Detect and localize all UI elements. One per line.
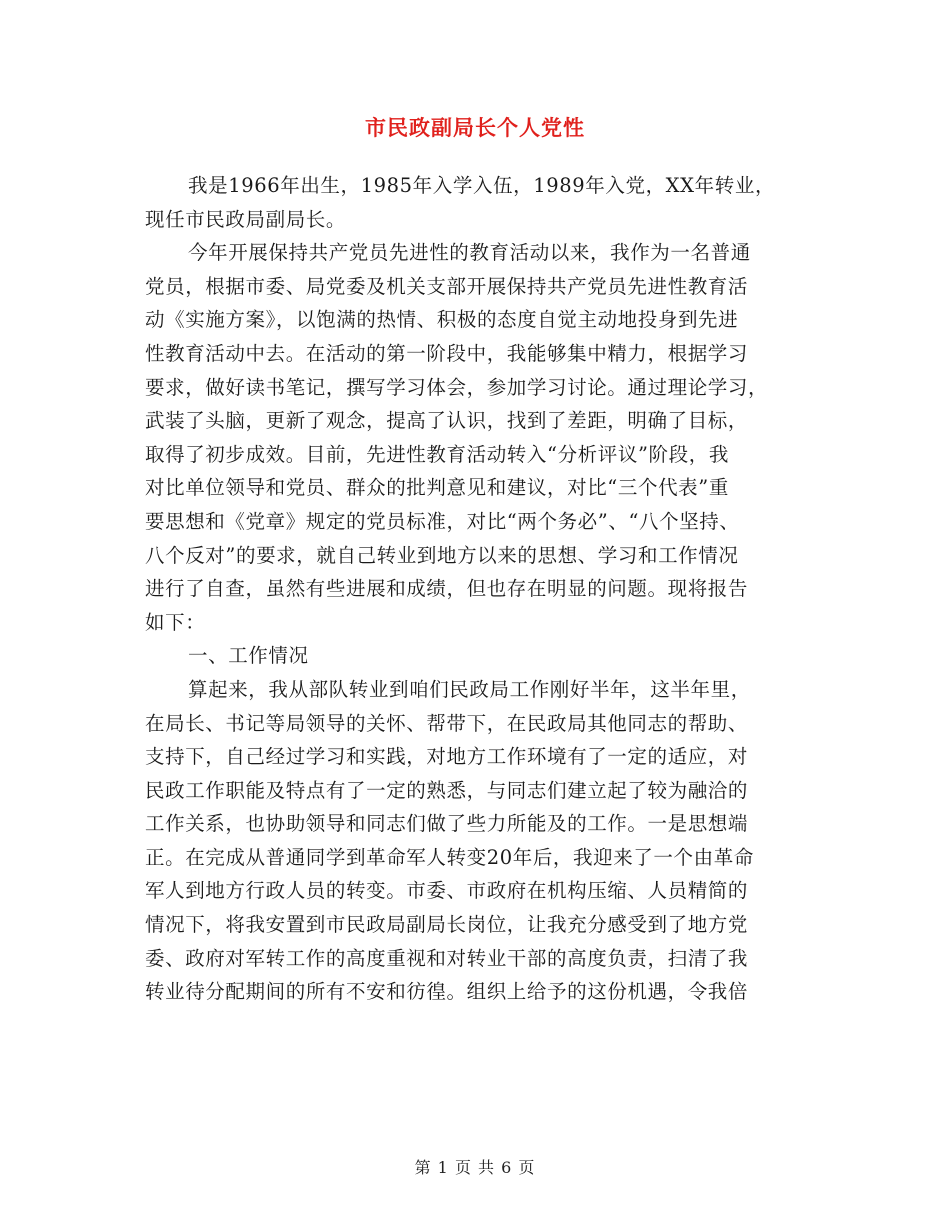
body-line: 民政工作职能及特点有了一定的熟悉，与同志们建立起了较为融洽的 [145, 778, 749, 802]
body-line: 算起来，我从部队转业到咱们民政局工作刚好半年，这半年里， [188, 677, 751, 701]
body-line: 正。在完成从普通同学到革命军人转变20年后，我迎来了一个由革命 [145, 845, 754, 869]
body-line: 现任市民政局副局长。 [145, 207, 347, 231]
body-line: 要思想和《党章》规定的党员标准，对比“两个务必”、“八个坚持、 [145, 509, 740, 533]
body-line: 支持下，自己经过学习和实践，对地方工作环境有了一定的适应，对 [145, 745, 749, 769]
document-body [145, 169, 810, 1009]
body-line: 进行了自查，虽然有些进展和成绩，但也存在明显的问题。现将报告 [145, 577, 749, 601]
body-line: 军人到地方行政人员的转变。市委、市政府在机构压缩、人员精简的 [145, 879, 749, 903]
body-line: 工作关系，也协助领导和同志们做了些力所能及的工作。一是思想端 [145, 812, 749, 836]
body-line: 我是1966年出生，1985年入学入伍，1989年入党，XX年转业， [188, 174, 776, 197]
body-line: 对比单位领导和党员、群众的批判意见和建议，对比“三个代表”重 [145, 476, 729, 500]
body-line: 要求，做好读书笔记，撰写学习体会，参加学习讨论。通过理论学习， [145, 375, 769, 399]
body-line: 今年开展保持共产党员先进性的教育活动以来，我作为一名普通 [188, 241, 751, 265]
body-line: 在局长、书记等局领导的关怀、帮带下，在民政局其他同志的帮助、 [145, 711, 749, 735]
body-line: 情况下，将我安置到市民政局副局长岗位，让我充分感受到了地方党 [145, 913, 749, 937]
body-line: 转业待分配期间的所有不安和彷徨。组织上给予的这份机遇，令我倍 [145, 980, 749, 1004]
page-number-footer: 第 1 页 共 6 页 [414, 1158, 536, 1177]
body-line: 取得了初步成效。目前，先进性教育活动转入“分析评议”阶段，我 [145, 442, 729, 466]
document-title: 市民政副局长个人党性 [365, 115, 585, 140]
body-line: 党员，根据市委、局党委及机关支部开展保持共产党员先进性教育活 [145, 274, 749, 298]
body-line: 如下： [145, 610, 206, 634]
body-line: 八个反对”的要求，就自己转业到地方以来的思想、学习和工作情况 [145, 543, 739, 567]
section-heading: 一、工作情况 [188, 644, 309, 668]
body-line: 动《实施方案》，以饱满的热情、积极的态度自觉主动地投身到先进 [145, 308, 739, 332]
body-line: 性教育活动中去。在活动的第一阶段中，我能够集中精力，根据学习 [145, 341, 749, 365]
body-line: 武装了头脑，更新了观念，提高了认识，找到了差距，明确了目标， [145, 409, 749, 433]
body-line: 委、政府对军转工作的高度重视和对转业干部的高度负责，扫清了我 [145, 946, 749, 970]
